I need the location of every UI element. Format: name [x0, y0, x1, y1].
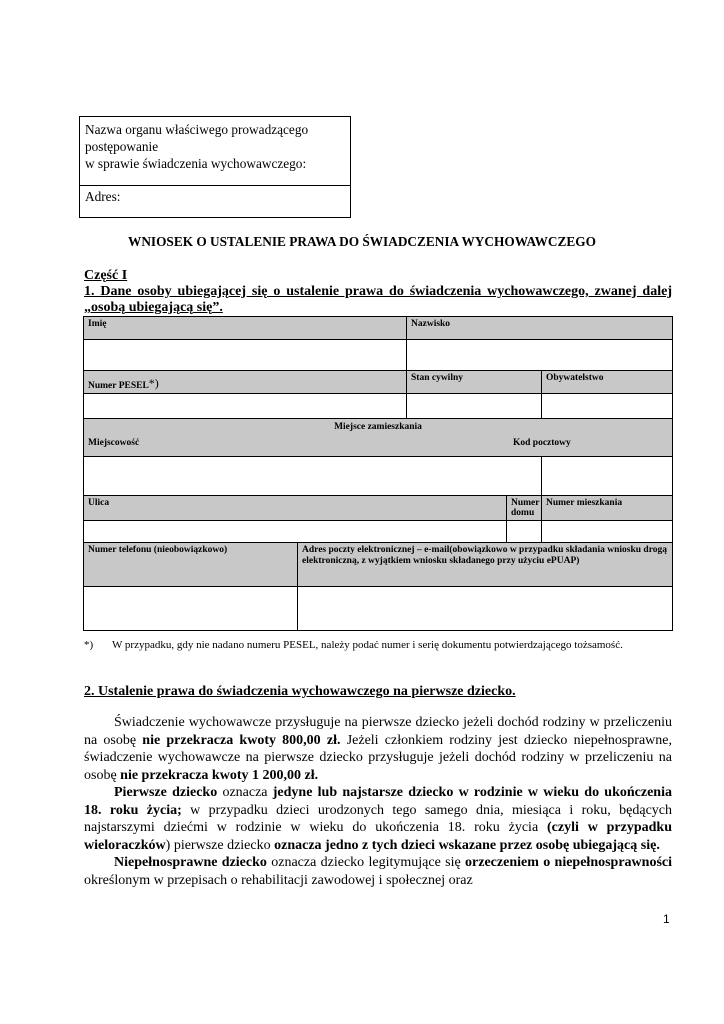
label-miejsce-zamieszkania: Miejsce zamieszkania [334, 422, 422, 432]
applicant-form [83, 316, 673, 631]
label-stan-cywilny: Stan cywilny [407, 371, 542, 394]
organ-address: Adres: [85, 189, 121, 204]
field-ulica[interactable] [84, 521, 507, 543]
label-telefon: Numer telefonu (nieobowiązkowo) [84, 543, 298, 587]
part-heading: Część I [84, 268, 128, 283]
label-miejscowosc: Miejscowość [88, 438, 140, 448]
organ-name-line2: postępowanie [85, 139, 159, 154]
label-pesel: Numer PESEL*) [84, 371, 407, 394]
label-obywatelstwo: Obywatelstwo [542, 371, 673, 394]
organ-box [79, 116, 351, 218]
footnote [84, 639, 623, 651]
field-numer-mieszkania[interactable] [542, 521, 673, 543]
section1-heading: 1. Dane osoby ubiegającej się o ustalenie prawa do świadczenia wychowawczego, zwanej dalej „osobą ubiegającą się”. [84, 284, 672, 315]
field-miejscowosc[interactable] [84, 457, 542, 496]
field-nazwisko[interactable] [407, 340, 673, 371]
label-ulica: Ulica [84, 496, 507, 521]
footnote-text: W przypadku, gdy nie nadano numeru PESEL, należy podać numer i serię dokumentu potwierdzającego tożsamość. [112, 639, 623, 651]
label-numer-domu: Numer domu [507, 496, 542, 521]
paragraph-income: Świadczenie wychowawcze przysługuje na pierwsze dziecko jeżeli dochód rodziny w przeliczeniu na osobę nie przekracza kwoty 800,00 zł. Jeżeli członkiem rodziny jest dziecko niepełnosprawne, świadczenie wychowawcze na pierwsze dziecko przysługuje jeżeli dochód rodziny w przeliczeniu na osobę nie przekracza kwoty 1 200,00 zł. [84, 715, 672, 783]
label-kod-pocztowy: Kod pocztowy [513, 438, 571, 448]
field-stan-cywilny[interactable] [407, 394, 542, 419]
field-kod-pocztowy[interactable] [542, 457, 673, 496]
paragraph-disabled-child: Niepełnosprawne dziecko oznacza dziecko legitymujące się orzeczeniem o niepełnosprawności określonym w przepisach o rehabilitacji zawodowej i społecznej oraz [84, 855, 672, 888]
pesel-footnote-mark: *) [148, 376, 159, 390]
field-numer-domu[interactable] [507, 521, 542, 543]
organ-name-line1: Nazwa organu właściwego prowadzącego [85, 122, 309, 137]
document-title: WNIOSEK O USTALENIE PRAWA DO ŚWIADCZENIA WYCHOWAWCZEGO [128, 234, 596, 249]
organ-name-cell [80, 117, 350, 186]
field-pesel[interactable] [84, 394, 407, 419]
label-nazwisko: Nazwisko [407, 317, 673, 340]
miejsce-zamieszkania-header [84, 419, 673, 457]
paragraph-first-child: Pierwsze dziecko oznacza jedyne lub najstarsze dziecko w rodzinie w wieku do ukończenia 18. roku życia; w przypadku dzieci urodzonych tego samego dnia, miesiąca i roku, będących najstarszymi dziećmi w rodzinie w wieku do ukończenia 18. roku życia (czyli w przypadku wieloraczków) pierwsze dziecko oznacza jedno z tych dzieci wskazane przez osobę ubiegającą się. [84, 785, 673, 853]
field-telefon[interactable] [84, 587, 298, 631]
field-obywatelstwo[interactable] [542, 394, 673, 419]
body-text [84, 714, 672, 889]
field-email[interactable] [298, 587, 673, 631]
footnote-mark: *) [84, 639, 94, 651]
miejsce-sub-labels [84, 432, 672, 448]
label-imie: Imię [84, 317, 407, 340]
label-email: Adres poczty elektronicznej – e-mail(obowiązkowo w przypadku składania wniosku drogą elektroniczną, z wyjątkiem wniosku składanego przy użyciu ePUAP) [298, 543, 673, 587]
page-number: 1 [663, 912, 670, 926]
section2-heading: 2. Ustalenie prawa do świadczenia wychowawczego na pierwsze dziecko. [84, 684, 516, 699]
label-numer-mieszkania: Numer mieszkania [542, 496, 673, 521]
organ-name-line3: w sprawie świadczenia wychowawczego: [85, 156, 307, 171]
field-imie[interactable] [84, 340, 407, 371]
